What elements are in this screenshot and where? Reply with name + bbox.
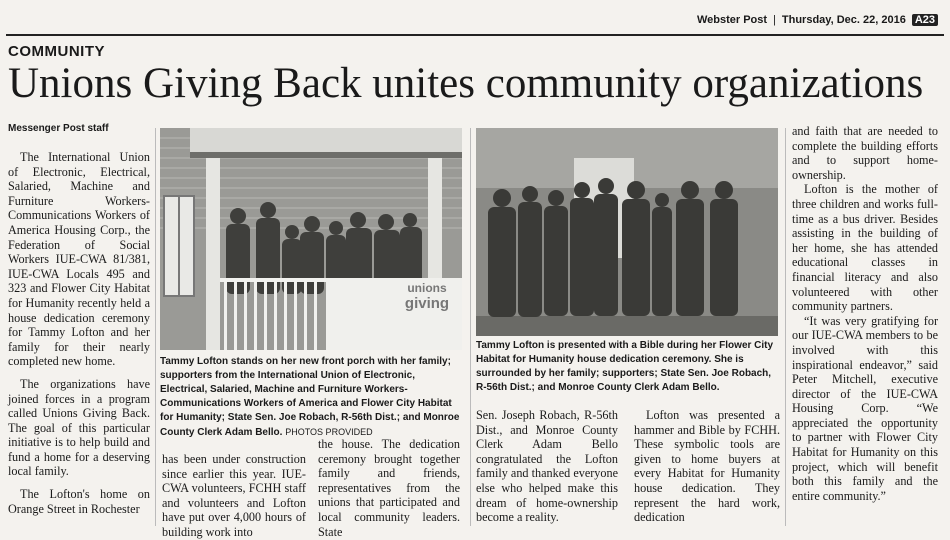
caption-text: Tammy Lofton is presented with a Bible during her Flower City Habitat for Humanity house dedication ceremony. She is surrounded by her family; supporters; State Sen. Joe Robach, R-56th Dist.; and Monroe County Clerk Adam Bello. [476,340,774,393]
top-rule [6,34,944,36]
column-divider [470,128,471,526]
paragraph: the house. The dedication ceremony brought together family and friends, representatives from the unions that participated and local community leaders. State [318,437,460,539]
caption-text: Tammy Lofton stands on her new front porch with her family; supporters from the International Union of Electronic, Electrical, Salaried, Machine and Furniture Workers-Communications Workers of America and Flower City Habitat for Humanity; State Sen. Joe Robach, R-56th Dist.; and Monroe County Clerk Adam Bello. [160,356,460,438]
issue-date: Thursday, Dec. 22, 2016 [781,14,906,26]
photo-porch-caption [160,355,462,440]
section-label: COMMUNITY [8,43,105,60]
article-column-1 [8,150,150,516]
paragraph: “It was very gratifying for our IUE-CWA members to be involved with this inspirational endeavor,” said Peter Mitchell, executive director of the IUE-CWA Housing Corp. “We appreciated the opportunity to partner with Flower City Habitat for Humanity on this project, which will benefit both this family and the entire community.” [792,313,938,503]
article-column-2 [162,452,306,540]
paragraph: The organizations have joined forces in a program called Unions Giving Back. The goal of this particular initiative is to help build and fund a home for a deserving local family. [8,376,150,479]
article-column-3 [318,437,460,539]
page-number: A23 [912,14,938,26]
paragraph: and faith that are needed to complete the building efforts and to support home-ownership. [792,124,938,182]
photo-group [476,128,778,336]
photo-porch [160,128,462,350]
article-column-5 [634,408,780,525]
masthead-separator: | [773,14,776,26]
paragraph: Lofton was presented a hammer and Bible by FCHH. These symbolic tools are given to home buyers at every Habitat for Humanity house dedication. They represent the hard work, dedication [634,408,780,525]
column-divider [155,128,156,526]
byline: Messenger Post staff [8,123,109,134]
paragraph: The Lofton's home on Orange Street in Rochester [8,487,150,516]
paper-name: Webster Post [696,14,768,26]
article-column-4 [476,408,618,525]
masthead [697,14,938,26]
article-column-6 [792,124,938,503]
banner-text [392,280,462,312]
photo-group-image [476,128,778,336]
banner-line-2: giving [404,295,450,312]
column-divider [785,128,786,526]
paragraph: Sen. Joseph Robach, R-56th Dist., and Monroe County Clerk Adam Bello congratulated the Lofton family and thanked everyone else who helped make this dream of home-ownership become a reality. [476,408,618,525]
paragraph: Lofton is the mother of three children and works full-time as a bus driver. Besides assisting in the building of her home, she has attended educational classes in financial literacy and also volunteered with other community partners. [792,182,938,314]
banner-line-1: unions [407,281,447,295]
headline: Unions Giving Back unites community organizations [8,60,924,107]
photo-credit: PHOTOS PROVIDED [285,427,373,437]
paragraph: has been under construction since earlier this year. IUE-CWA volunteers, FCHH staff and volunteers and Lofton have put over 4,000 hours of building work into [162,452,306,539]
photo-group-caption [476,339,778,395]
photo-porch-image [160,128,462,350]
paragraph: The International Union of Electronic, Electrical, Salaried, Machine and Furniture Workers-Communications Workers of America Housing Corp., the Federation of Social Workers IUE-CWA 81/381, IUE-CWA Locals 495 and 323 and Flower City Habitat for Humanity recently held a house dedication ceremony for Tammy Lofton and her family for their nearly completed new home. [8,150,150,369]
